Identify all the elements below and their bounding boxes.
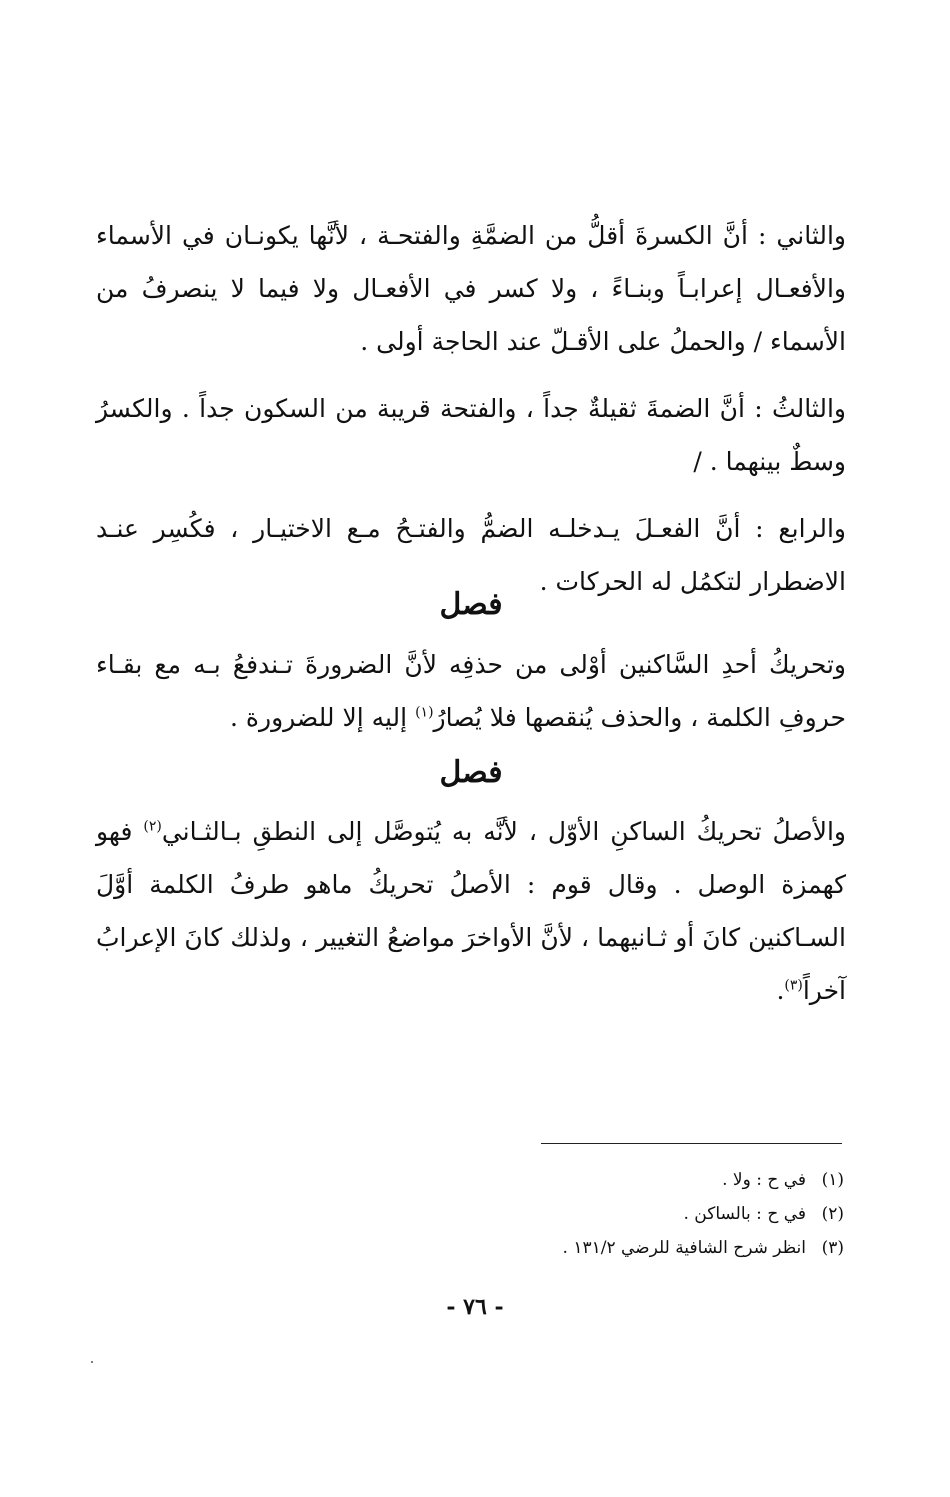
main-text-block	[96, 209, 846, 608]
footnote-text: في ح : بالساكن .	[683, 1204, 806, 1224]
footnote-ref-3: (٣)	[784, 977, 803, 994]
footnote-item	[430, 1197, 844, 1231]
footnote-item	[430, 1163, 844, 1197]
section-heading-1: فصل	[439, 587, 503, 622]
section-1-text-start: وتحريكُ أحدِ السَّاكنين أوْلى من حذفِه لأنَّ الضرورةَ تـندفعُ بـه مع بقـاء حروفِ الكلمة ، والحذف يُنقصها فلا يُصارُ	[96, 650, 846, 732]
footnote-number: (٣)	[821, 1238, 844, 1258]
footnotes-list	[430, 1163, 844, 1265]
section-1-text-end: إليه إلا للضرورة .	[230, 703, 416, 732]
footnote-divider	[541, 1143, 842, 1144]
scan-speck	[91, 1361, 93, 1363]
paragraph-fourth-reason: والرابع : أنَّ الفعـلَ يـدخلـه الضمُّ والفتـحُ مـع الاختيـار ، فكُسِر عنـد الاضطرار لتكمُل له الحركات .	[96, 514, 846, 596]
paragraph-third-reason: والثالثُ : أنَّ الضمةَ ثقيلةٌ جداً ، والفتحة قريبة من السكون جداً . والكسرُ وسطٌ بينهما . /	[96, 394, 846, 476]
section-heading-2: فصل	[439, 755, 503, 790]
paragraph-second-reason: والثاني : أنَّ الكسرةَ أقلُّ من الضمَّةِ والفتحـة ، لأنَّها يكونـان في الأسماء والأفعـال إعرابـاً وبنـاءً ، ولا كسر في الأفعـال ولا فيما لا ينصرفُ من الأسماء / والحملُ على الأقـلّ عند الحاجة أولى .	[96, 221, 846, 356]
footnote-item	[430, 1231, 844, 1265]
page-number: - ٧٦ -	[446, 1294, 504, 1320]
section-2-text-middle: فهو كهمزة الوصل . وقال قوم : الأصلُ تحريكُ ماهو طرفُ الكلمة أوَّلَ السـاكنين كانَ أو ثـانيهما ، لأنَّ الأواخرَ مواضعُ التغيير ، ولذلك كانَ الإعرابُ آخراً	[96, 817, 846, 1005]
footnote-number: (٢)	[821, 1204, 844, 1224]
section-2-text-end: .	[776, 976, 785, 1005]
footnote-number: (١)	[821, 1170, 844, 1190]
footnote-ref-2: (٢)	[143, 818, 162, 835]
footnote-text: انظر شرح الشافية للرضي ١٣١/٢ .	[562, 1238, 806, 1258]
section-1-paragraph	[96, 638, 846, 744]
footnote-text: في ح : ولا .	[722, 1170, 806, 1190]
section-2-text-start: والأصلُ تحريكُ الساكنِ الأوّل ، لأنَّه به يُتوصَّل إلى النطقِ بـالثـاني	[161, 817, 846, 846]
section-2-paragraph	[96, 805, 846, 1017]
footnote-ref-1: (١)	[415, 704, 434, 721]
